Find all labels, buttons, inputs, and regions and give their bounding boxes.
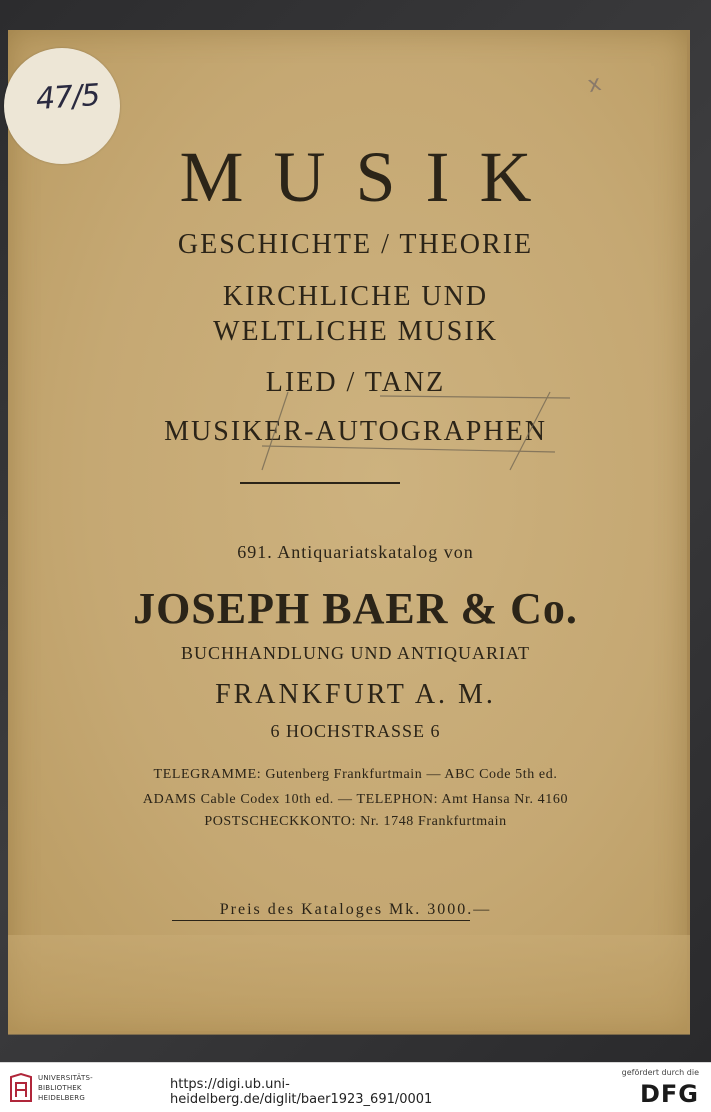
library-name[interactable]: UNIVERSITÄTS- BIBLIOTHEK HEIDELBERG bbox=[38, 1074, 93, 1102]
permalink-url[interactable]: https://digi.ub.uni-heidelberg.de/diglit/baer1923_691/0001 bbox=[170, 1077, 433, 1107]
firm-city: FRANKFURT A. M. bbox=[215, 679, 496, 710]
viewer-footer bbox=[0, 1062, 711, 1112]
subject-line-4: LIED / TANZ bbox=[265, 367, 446, 398]
firm-street: 6 HOCHSTRASSE 6 bbox=[270, 721, 441, 741]
sponsor-note: gefördert durch die bbox=[621, 1068, 699, 1077]
contact-telegram: TELEGRAMME: Gutenberg Frankfurtmain — ABC Code 5th ed. bbox=[153, 767, 558, 782]
subject-line-5: MUSIKER-AUTOGRAPHEN bbox=[164, 416, 547, 447]
shelf-mark: 47/5 bbox=[34, 77, 101, 118]
contact-telephone: ADAMS Cable Codex 10th ed. — TELEPHON: Amt Hansa Nr. 4160 bbox=[142, 792, 569, 807]
pencil-corner-mark: x bbox=[585, 70, 604, 99]
contact-postal-account: POSTSCHECKKONTO: Nr. 1748 Frankfurtmain bbox=[204, 814, 507, 829]
dfg-logo[interactable]: DFG bbox=[639, 1080, 699, 1108]
subject-line-3: WELTLICHE MUSIK bbox=[213, 316, 498, 347]
divider-rule bbox=[240, 482, 400, 484]
firm-type: BUCHHANDLUNG UND ANTIQUARIAT bbox=[181, 643, 530, 663]
catalog-number-line: 691. Antiquariatskatalog von bbox=[237, 542, 474, 562]
firm-name: JOSEPH BAER & Co. bbox=[133, 584, 578, 633]
catalog-price: Preis des Kataloges Mk. 3000.— bbox=[219, 901, 492, 918]
subject-line-1: GESCHICHTE / THEORIE bbox=[177, 229, 534, 260]
subject-line-2: KIRCHLICHE UND bbox=[222, 281, 489, 312]
university-logo-icon[interactable] bbox=[8, 1071, 34, 1105]
cover-title: MUSIK bbox=[179, 137, 562, 217]
price-underline bbox=[172, 920, 470, 921]
